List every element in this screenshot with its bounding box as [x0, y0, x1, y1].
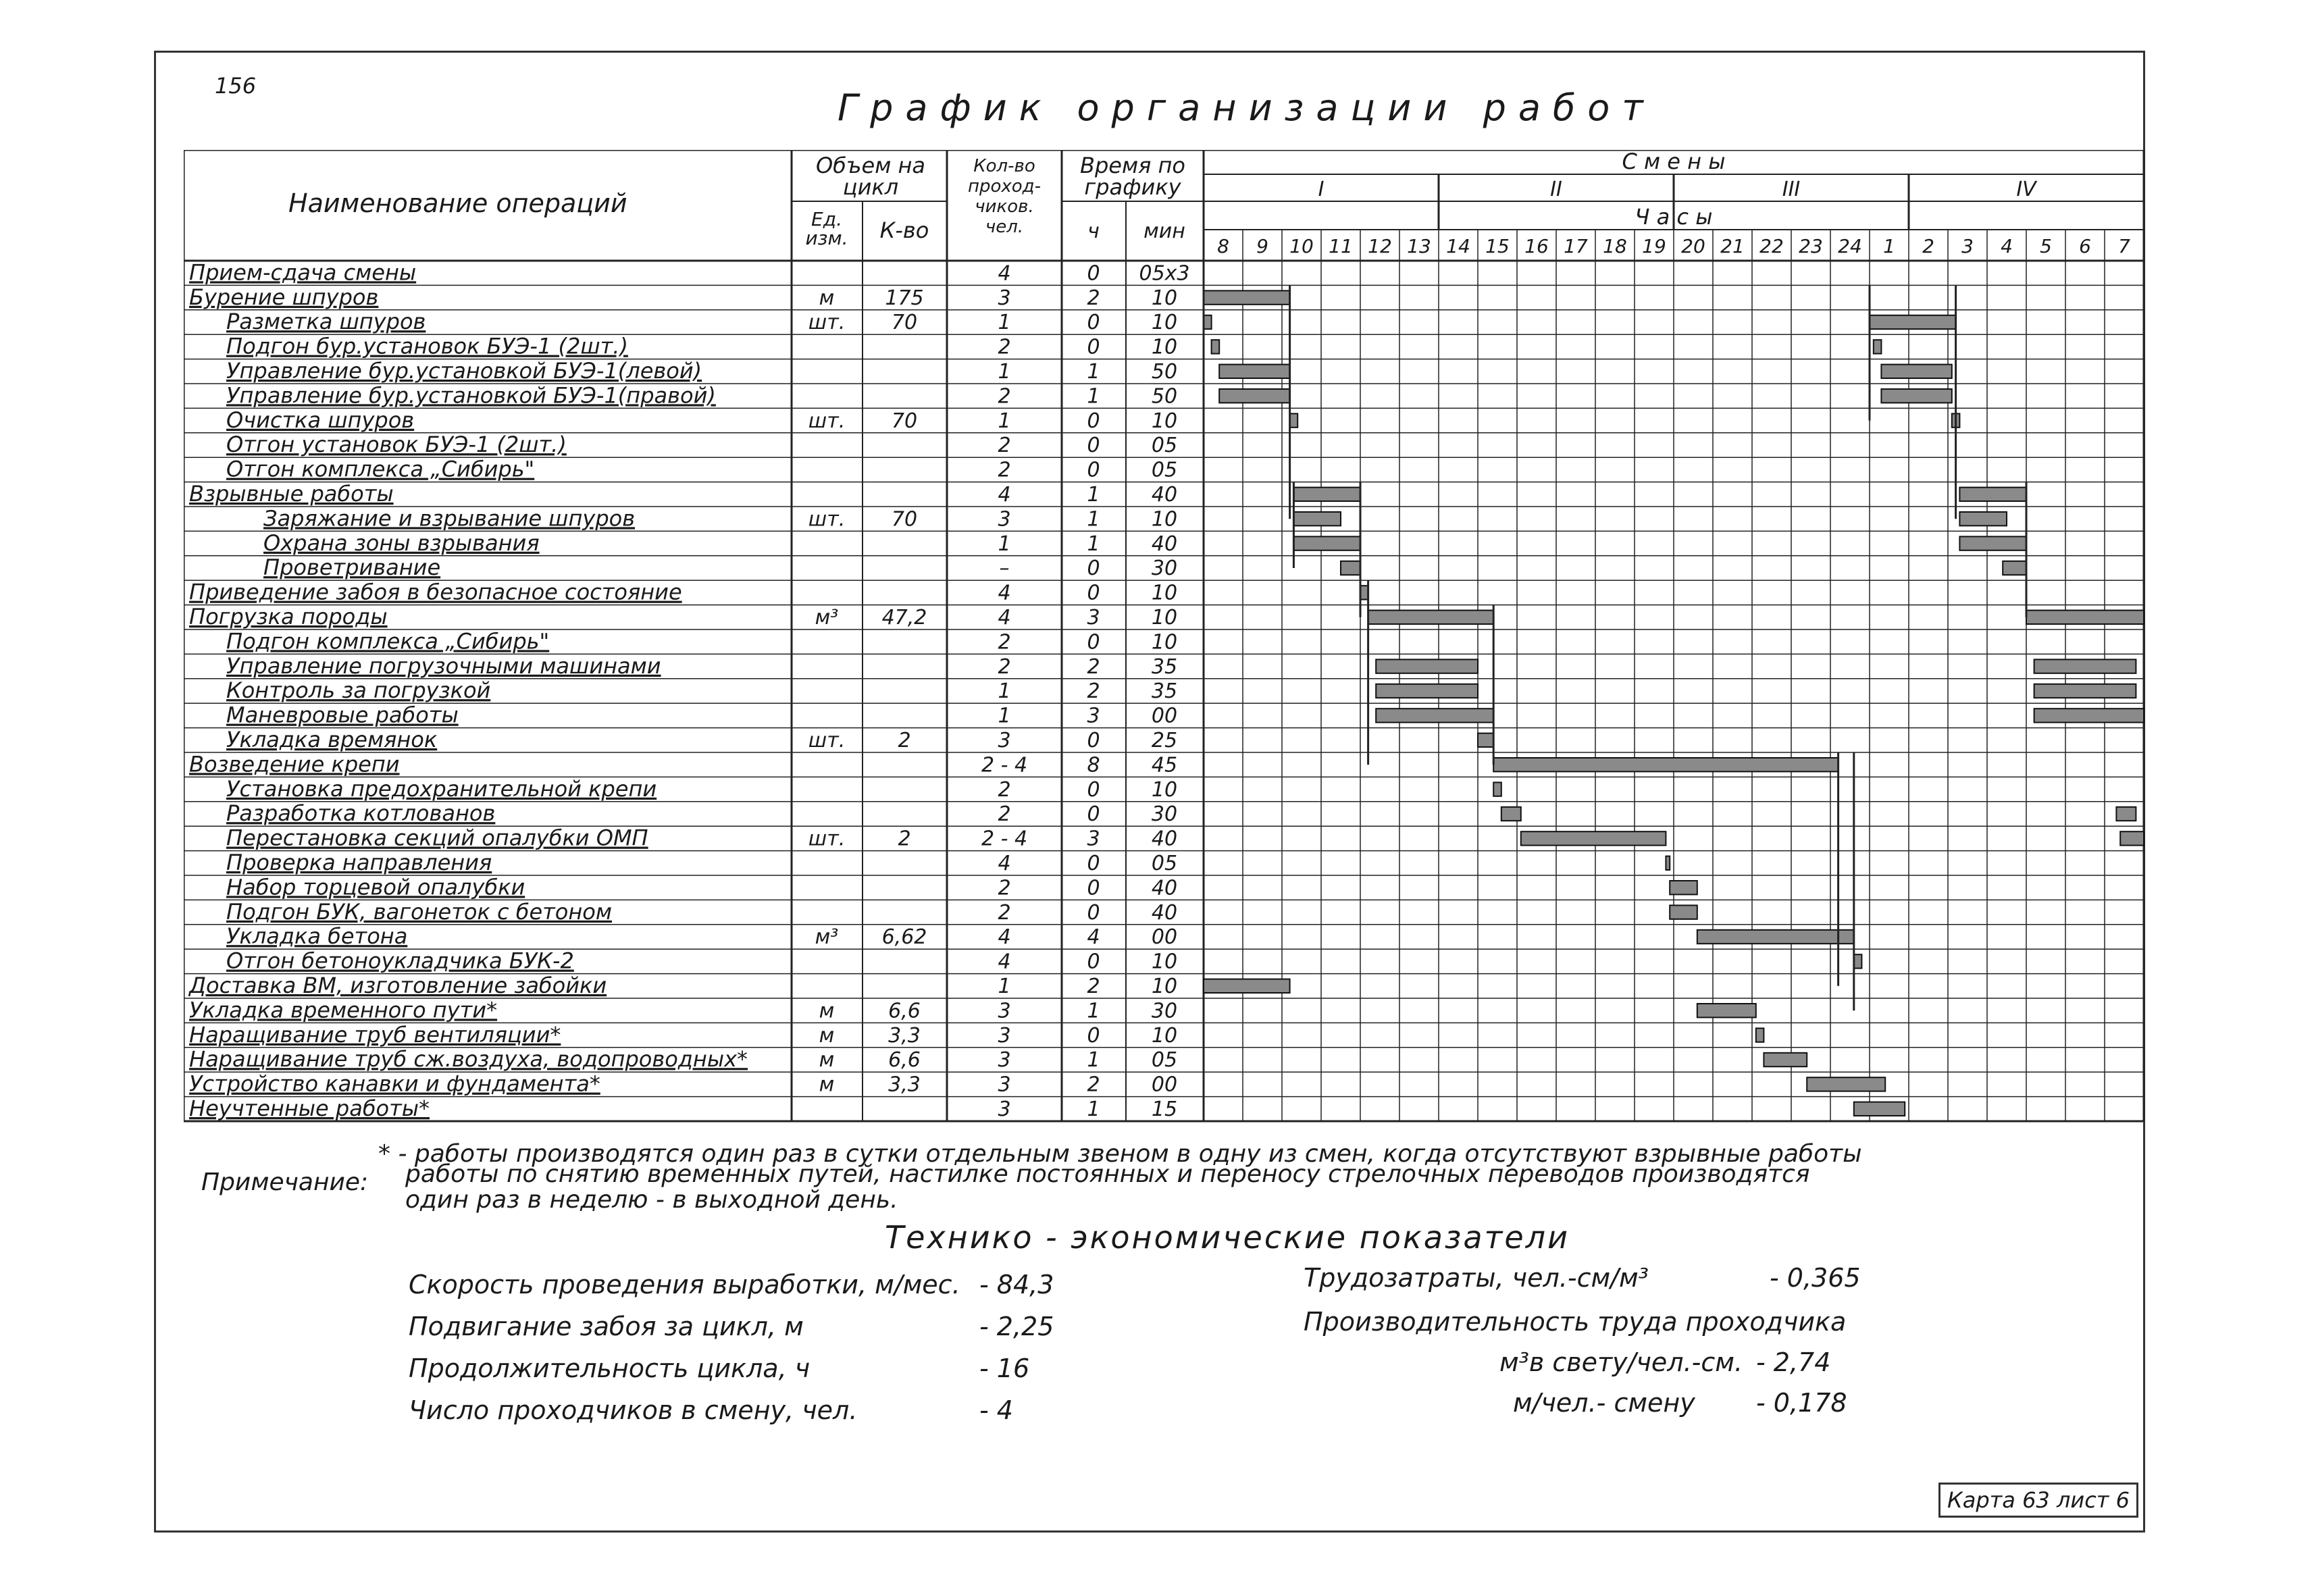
workers-cell: 2: [998, 654, 1011, 679]
schedule-bar: [1959, 536, 2026, 550]
minutes-cell: 10: [1151, 507, 1178, 532]
unit-cell: шт.: [808, 507, 846, 532]
hours-cell: 0: [1087, 458, 1100, 482]
productivity-1-label: м³в свету/чел.-см.: [1499, 1347, 1743, 1377]
unit-cell: м: [819, 286, 835, 310]
schedule-bar: [1501, 807, 1521, 821]
note-line-2: работы по снятию временных путей, настилке постоянных и переносу стрелочных переводов производятся: [405, 1160, 1810, 1188]
schedule-bar: [1204, 290, 1290, 304]
schedule-bar: [2003, 561, 2026, 575]
qty-cell: 2: [898, 827, 911, 851]
schedule-bar: [1764, 1053, 1807, 1066]
schedule-bar: [1697, 1004, 1756, 1017]
hours-label: Ч а с ы: [1635, 204, 1713, 230]
workers-cell: 3: [998, 729, 1011, 752]
unit-cell: м: [819, 1048, 835, 1073]
operation-name: Контроль за погрузкой: [226, 677, 491, 704]
hour-tick-label: 5: [2040, 235, 2052, 257]
schedule-bar: [2120, 831, 2144, 845]
minutes-cell: 10: [1151, 777, 1178, 802]
hours-cell: 1: [1087, 507, 1100, 532]
minutes-cell: 30: [1151, 999, 1178, 1023]
shift-numeral: I: [1318, 178, 1325, 201]
workers-cell: 1: [998, 409, 1011, 433]
hours-cell: 1: [1087, 999, 1100, 1023]
unit-cell: м³: [815, 606, 839, 629]
header-volume: цикл: [842, 174, 899, 200]
workers-cell: 1: [998, 311, 1011, 335]
workers-cell: 2: [998, 335, 1011, 359]
hours-cell: 0: [1087, 557, 1100, 581]
hour-tick-label: 16: [1524, 235, 1549, 257]
hour-tick-label: 10: [1289, 235, 1314, 257]
hours-cell: 0: [1087, 311, 1100, 335]
qty-cell: 6,62: [881, 925, 927, 950]
minutes-cell: 45: [1151, 753, 1178, 777]
indicator-label: Подвигание забоя за цикл, м: [409, 1312, 804, 1341]
qty-cell: 70: [891, 409, 918, 433]
hour-tick-label: 23: [1799, 235, 1823, 257]
schedule-bar: [1204, 979, 1290, 993]
hours-cell: 2: [1087, 286, 1100, 310]
indicator-value: - 84,3: [979, 1270, 1054, 1299]
header-qty: К-во: [879, 217, 929, 243]
operation-name: Укладка бетона: [226, 923, 408, 950]
shifts-label: С м е н ы: [1622, 150, 1726, 174]
hours-cell: 0: [1087, 802, 1100, 827]
workers-cell: 4: [998, 261, 1011, 286]
schedule-bar: [1293, 536, 1360, 550]
workers-cell: 1: [998, 704, 1011, 728]
hour-tick-label: 4: [2001, 235, 2013, 257]
minutes-cell: 25: [1151, 729, 1178, 752]
schedule-bar: [1493, 782, 1501, 796]
indicator-label: Число проходчиков в смену, чел.: [409, 1395, 858, 1425]
header-operation-name: Наименование операций: [288, 188, 627, 218]
minutes-cell: 35: [1151, 654, 1178, 679]
minutes-cell: 10: [1151, 409, 1178, 433]
schedule-bar: [1478, 733, 1493, 747]
hours-cell: 1: [1087, 483, 1100, 507]
schedule-bar: [2034, 709, 2144, 722]
schedule-table: [184, 150, 2156, 1150]
note-line-1: * - работы производятся один раз в сутки отдельным звеном в одну из смен, когда отсутствуют взрывные работы: [378, 1140, 1862, 1168]
qty-cell: 47,2: [881, 606, 927, 629]
unit-cell: шт.: [808, 729, 846, 752]
operation-name: Приведение забоя в безопасное состояние: [189, 579, 682, 605]
qty-cell: 6,6: [888, 999, 921, 1023]
hour-tick-label: 9: [1256, 235, 1268, 257]
workers-cell: 3: [998, 286, 1011, 310]
hour-tick-label: 21: [1720, 235, 1745, 257]
hours-cell: 0: [1087, 409, 1100, 433]
shift-numeral: III: [1782, 178, 1801, 201]
schedule-bar: [2034, 684, 2136, 698]
note-line-3: один раз в неделю - в выходной день.: [405, 1186, 898, 1214]
operation-name: Укладка временного пути*: [189, 997, 498, 1023]
indicator-label: Продолжительность цикла, ч: [409, 1354, 811, 1383]
qty-cell: 70: [891, 507, 918, 532]
minutes-cell: 05: [1151, 434, 1178, 458]
hours-cell: 1: [1087, 1048, 1100, 1073]
minutes-cell: 05х3: [1139, 261, 1190, 286]
operation-name: Неучтенные работы*: [189, 1096, 430, 1121]
operation-name: Устройство канавки и фундамента*: [189, 1071, 600, 1097]
minutes-cell: 10: [1151, 950, 1178, 974]
workers-cell: 2 - 4: [981, 753, 1028, 777]
shift-numeral: II: [1550, 178, 1562, 201]
hours-cell: 0: [1087, 434, 1100, 458]
indicator-value: - 16: [979, 1354, 1030, 1383]
hours-cell: 1: [1087, 360, 1100, 384]
schedule-bar: [2034, 659, 2136, 673]
schedule-bar: [1666, 856, 1670, 870]
workers-cell: 1: [998, 360, 1011, 384]
schedule-bar: [1670, 905, 1697, 919]
workers-cell: 3: [998, 1023, 1011, 1048]
indicator-label: Скорость проведения выработки, м/мес.: [409, 1270, 960, 1299]
indicator-value: - 4: [979, 1395, 1013, 1425]
hours-cell: 0: [1087, 335, 1100, 359]
schedule-bar: [2116, 807, 2136, 821]
hour-tick-label: 17: [1564, 235, 1588, 257]
header-workers: проход-: [967, 176, 1042, 197]
hour-tick-label: 3: [1961, 235, 1974, 257]
unit-cell: м³: [815, 925, 839, 950]
operation-name: Проветривание: [263, 555, 441, 581]
operation-name: Отгон бетоноукладчика БУК-2: [226, 948, 574, 974]
schedule-bar: [1807, 1077, 1885, 1091]
hours-cell: 3: [1087, 704, 1100, 728]
qty-cell: 175: [885, 286, 924, 310]
unit-cell: шт.: [808, 409, 846, 433]
schedule-bar: [1697, 930, 1854, 944]
hours-cell: 0: [1087, 950, 1100, 974]
hours-cell: 2: [1087, 679, 1100, 704]
minutes-cell: 40: [1151, 532, 1178, 556]
operation-name: Очистка шпуров: [226, 407, 415, 433]
qty-cell: 3,3: [888, 1073, 921, 1097]
operation-name: Охрана зоны взрывания: [263, 530, 540, 556]
minutes-cell: 30: [1151, 802, 1178, 827]
hours-cell: 0: [1087, 1023, 1100, 1048]
hours-cell: 3: [1087, 606, 1100, 629]
hours-cell: 3: [1087, 827, 1100, 851]
minutes-cell: 40: [1151, 876, 1178, 900]
workers-cell: 3: [998, 1048, 1011, 1073]
hours-cell: 0: [1087, 777, 1100, 802]
minutes-cell: 10: [1151, 286, 1178, 310]
unit-cell: шт.: [808, 311, 846, 335]
hour-tick-label: 2: [1922, 235, 1934, 257]
productivity-2-label: м/чел.- смену: [1513, 1388, 1695, 1418]
operation-name: Установка предохранительной крепи: [226, 775, 657, 802]
qty-cell: 70: [891, 311, 918, 335]
minutes-cell: 10: [1151, 975, 1178, 998]
hour-tick-label: 15: [1485, 235, 1510, 257]
workers-cell: 4: [998, 852, 1011, 875]
operation-name: Проверка направления: [226, 850, 492, 875]
schedule-bar: [1756, 1028, 1764, 1041]
operation-name: Взрывные работы: [189, 481, 394, 507]
operation-name: Подгон бур.установок БУЭ-1 (2шт.): [226, 333, 628, 359]
operation-name: Перестановка секций опалубки ОМП: [226, 825, 648, 851]
schedule-bar: [1341, 561, 1360, 575]
minutes-cell: 10: [1151, 1023, 1178, 1048]
minutes-cell: 10: [1151, 581, 1178, 605]
hour-tick-label: 22: [1759, 235, 1784, 257]
schedule-bar: [1293, 512, 1341, 525]
minutes-cell: 00: [1151, 925, 1178, 950]
schedule-bar: [1376, 684, 1478, 698]
minutes-cell: 10: [1151, 606, 1178, 629]
unit-cell: шт.: [808, 827, 846, 851]
qty-cell: 2: [898, 729, 911, 752]
indicator-value: - 2,25: [979, 1312, 1054, 1341]
header-workers: Кол-во: [973, 156, 1035, 176]
workers-cell: 2: [998, 900, 1011, 925]
minutes-cell: 50: [1151, 384, 1178, 409]
schedule-bar: [1881, 365, 1951, 378]
minutes-cell: 05: [1151, 852, 1178, 875]
schedule-bar: [1959, 488, 2026, 501]
workers-cell: 3: [998, 507, 1011, 532]
operation-name: Подгон комплекса „Сибирь": [226, 628, 550, 654]
workers-cell: 1: [998, 975, 1011, 998]
hours-cell: 0: [1087, 630, 1100, 654]
hour-tick-label: 8: [1217, 235, 1229, 257]
minutes-cell: 05: [1151, 458, 1178, 482]
hour-tick-label: 24: [1838, 235, 1862, 257]
schedule-bar: [1521, 831, 1666, 845]
minutes-cell: 00: [1151, 704, 1178, 728]
workers-cell: –: [999, 557, 1010, 581]
workers-cell: 4: [998, 581, 1011, 605]
unit-cell: м: [819, 999, 835, 1023]
operation-name: Возведение крепи: [189, 751, 400, 777]
schedule-bar: [1670, 881, 1697, 894]
minutes-cell: 10: [1151, 335, 1178, 359]
hour-tick-label: 12: [1368, 235, 1392, 257]
schedule-bar: [1376, 659, 1478, 673]
productivity-label: Производительность труда проходчика: [1304, 1307, 1847, 1337]
hour-tick-label: 11: [1329, 235, 1353, 257]
minutes-cell: 15: [1151, 1098, 1178, 1121]
operation-name: Маневровые работы: [226, 702, 459, 728]
hours-cell: 1: [1087, 1098, 1100, 1121]
operation-name: Разметка шпуров: [226, 309, 426, 335]
schedule-bar: [2026, 611, 2144, 624]
minutes-cell: 30: [1151, 557, 1178, 581]
hours-cell: 0: [1087, 729, 1100, 752]
operation-name: Управление погрузочными машинами: [226, 652, 661, 679]
shift-numeral: IV: [2016, 178, 2036, 201]
minutes-cell: 00: [1151, 1073, 1178, 1097]
minutes-cell: 10: [1151, 630, 1178, 654]
workers-cell: 2: [998, 802, 1011, 827]
hour-tick-label: 7: [2118, 235, 2130, 257]
hours-cell: 8: [1087, 753, 1100, 777]
unit-cell: м: [819, 1023, 835, 1048]
schedule-bar: [1219, 389, 1289, 403]
schedule-bar: [1870, 315, 1956, 329]
indicators-title: Технико - экономические показатели: [885, 1219, 1570, 1256]
schedule-bar: [1368, 611, 1494, 624]
card-label: Карта 63 лист 6: [1938, 1483, 2138, 1518]
page-title: График организации работ: [838, 86, 1655, 129]
hour-tick-label: 6: [2079, 235, 2091, 257]
hours-cell: 0: [1087, 876, 1100, 900]
operation-name: Управление бур.установкой БУЭ-1(правой): [226, 382, 716, 409]
minutes-cell: 40: [1151, 483, 1178, 507]
header-time: Время по: [1079, 153, 1186, 178]
schedule-bar: [1959, 512, 2007, 525]
workers-cell: 1: [998, 532, 1011, 556]
header-workers: чел.: [985, 217, 1024, 237]
hours-cell: 0: [1087, 900, 1100, 925]
workers-cell: 3: [998, 999, 1011, 1023]
operation-name: Отгон комплекса „Сибирь": [226, 456, 535, 482]
hours-cell: 2: [1087, 975, 1100, 998]
operation-name: Заряжание и взрывание шпуров: [263, 505, 636, 532]
productivity-2-value: - 0,178: [1756, 1388, 1847, 1418]
workers-cell: 4: [998, 606, 1011, 629]
labor-label: Трудозатраты, чел.-см/м³: [1304, 1263, 1649, 1293]
operation-name: Доставка ВМ, изготовление забойки: [189, 973, 607, 998]
schedule-bar: [1493, 758, 1838, 771]
qty-cell: 3,3: [888, 1023, 921, 1048]
minutes-cell: 10: [1151, 311, 1178, 335]
workers-cell: 1: [998, 679, 1011, 704]
operation-name: Подгон БУК, вагонеток с бетоном: [226, 898, 612, 925]
workers-cell: 4: [998, 483, 1011, 507]
operation-name: Наращивание труб сж.воздуха, водопроводных*: [189, 1046, 748, 1073]
schedule-bar: [1290, 413, 1298, 427]
minutes-cell: 40: [1151, 900, 1178, 925]
hours-cell: 1: [1087, 532, 1100, 556]
hours-cell: 2: [1087, 654, 1100, 679]
hours-cell: 0: [1087, 852, 1100, 875]
hours-cell: 0: [1087, 261, 1100, 286]
workers-cell: 2: [998, 876, 1011, 900]
header-volume: Объем на: [815, 153, 926, 178]
operation-name: Бурение шпуров: [189, 284, 379, 310]
minutes-cell: 35: [1151, 679, 1178, 704]
hour-tick-label: 1: [1883, 235, 1895, 257]
note-label: Примечание:: [201, 1168, 369, 1196]
hours-cell: 0: [1087, 581, 1100, 605]
workers-cell: 2 - 4: [981, 827, 1028, 851]
workers-cell: 4: [998, 925, 1011, 950]
unit-cell: м: [819, 1073, 835, 1097]
workers-cell: 2: [998, 630, 1011, 654]
hours-cell: 2: [1087, 1073, 1100, 1097]
schedule-bar: [1360, 586, 1368, 599]
operation-name: Управление бур.установкой БУЭ-1(левой): [226, 358, 702, 384]
minutes-cell: 05: [1151, 1048, 1178, 1073]
operation-name: Разработка котлованов: [226, 800, 496, 827]
operation-name: Наращивание труб вентиляции*: [189, 1021, 561, 1048]
operation-name: Набор торцевой опалубки: [226, 874, 525, 900]
schedule-bar: [1212, 340, 1220, 353]
page-number: 156: [215, 73, 257, 99]
workers-cell: 2: [998, 434, 1011, 458]
schedule-bar: [1854, 954, 1862, 968]
operation-name: Отгон установок БУЭ-1 (2шт.): [226, 432, 567, 458]
workers-cell: 3: [998, 1073, 1011, 1097]
operation-name: Погрузка породы: [189, 604, 388, 629]
schedule-bar: [1219, 365, 1289, 378]
workers-cell: 2: [998, 458, 1011, 482]
minutes-cell: 40: [1151, 827, 1178, 851]
hours-cell: 4: [1087, 925, 1100, 950]
hours-cell: 1: [1087, 384, 1100, 409]
header-hours: ч: [1087, 220, 1100, 243]
workers-cell: 3: [998, 1098, 1011, 1121]
productivity-1-value: - 2,74: [1756, 1347, 1831, 1377]
operation-name: Укладка времянок: [226, 727, 438, 752]
header-workers: чиков.: [975, 197, 1034, 217]
operation-name: Прием-сдача смены: [189, 259, 417, 286]
header-unit: Ед.: [811, 208, 842, 230]
qty-cell: 6,6: [888, 1048, 921, 1073]
header-minutes: мин: [1143, 220, 1185, 243]
schedule-bar: [1854, 1102, 1905, 1116]
labor-value: - 0,365: [1770, 1263, 1861, 1293]
header-unit: изм.: [805, 227, 848, 249]
workers-cell: 4: [998, 950, 1011, 974]
workers-cell: 2: [998, 384, 1011, 409]
schedule-bar: [1204, 315, 1212, 329]
schedule-bar: [1376, 709, 1493, 722]
hour-tick-label: 19: [1642, 235, 1666, 257]
hour-tick-label: 14: [1446, 235, 1470, 257]
hour-tick-label: 13: [1407, 235, 1431, 257]
header-time: графику: [1084, 174, 1181, 200]
hour-tick-label: 18: [1603, 235, 1627, 257]
schedule-bar: [1881, 389, 1951, 403]
minutes-cell: 50: [1151, 360, 1178, 384]
schedule-bar: [1293, 488, 1360, 501]
workers-cell: 2: [998, 777, 1011, 802]
hour-tick-label: 20: [1681, 235, 1705, 257]
schedule-bar: [1874, 340, 1882, 353]
